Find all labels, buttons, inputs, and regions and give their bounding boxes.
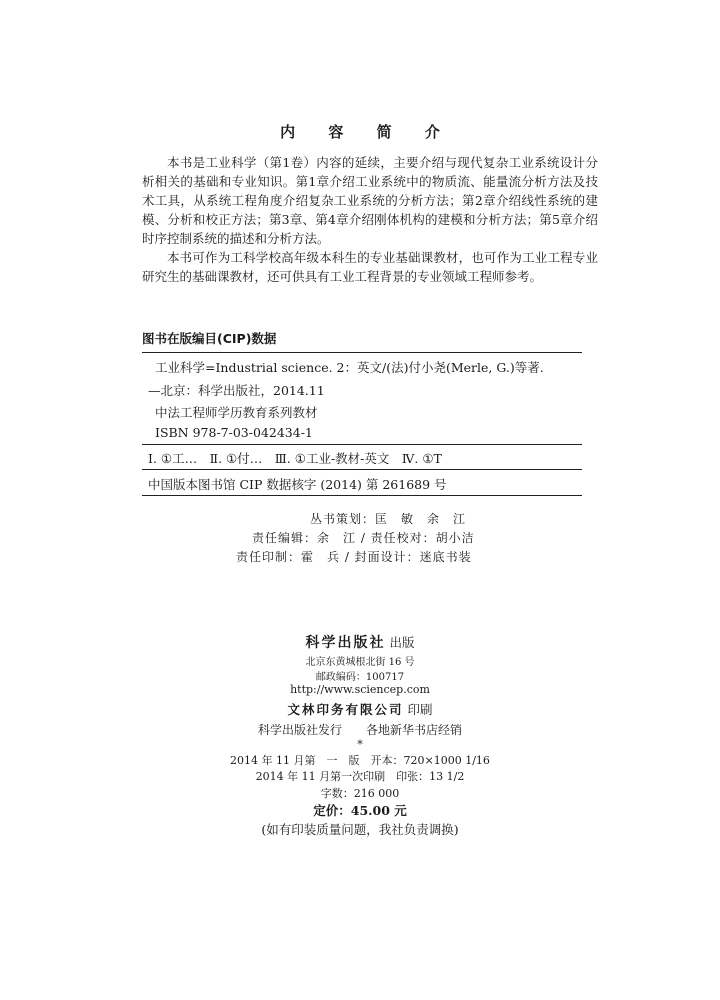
cip-heading: 图书在版编目(CIP)数据 <box>142 331 277 346</box>
cip-series-line: 中法工程师学历教育系列教材 <box>155 405 318 420</box>
credit-printing: 责任印制：霍 兵 / 封面设计：迷底书装 <box>236 550 472 564</box>
printer-name-suffix: 印刷 <box>407 702 433 717</box>
cip-title-line: 工业科学=Industrial science. 2：英文/(法)付小尧(Merle, G.)等著. <box>155 360 544 375</box>
page-title: 内 容 简 介 <box>280 123 454 141</box>
publisher-name-bold: 科学出版社 <box>305 635 386 651</box>
impression-line: 2014 年 11 月第一次印刷 印张：13 1/2 <box>255 770 465 783</box>
distribution-line: 科学出版社发行 各地新华书店经销 <box>257 723 462 737</box>
price: 定价：45.00 元 <box>313 803 407 818</box>
intro-paragraph-1: 本书是工业科学（第1卷）内容的延续，主要介绍与现代复杂工业系统设计分析相关的基础和专业知识。第1章介绍工业系统中的物质流、能量流分析方法及技术工具，从系统工程角度介绍复杂工业系统的分析方法；第2章介绍线性系统的建模、分析和校正方法；第3章、第4章介绍刚体机构的建模和分析方法；第5章介绍时序控制系统的描述和分析方法。 <box>142 155 598 246</box>
cip-rule-top <box>142 352 582 353</box>
cip-isbn-line: ISBN 978-7-03-042434-1 <box>155 425 313 440</box>
publisher-name <box>0 632 720 652</box>
intro-paragraph-2: 本书可作为工科学校高年级本科生的专业基础课教材，也可作为工业工程专业研究生的基础课教材，还可供具有工业工程背景的专业领域工程师参考。 <box>142 250 598 284</box>
cip-rule-2 <box>142 444 582 445</box>
printer-name-bold: 文林印务有限公司 <box>287 702 404 717</box>
cip-rule-bottom <box>142 495 582 496</box>
publisher-address: 北京东黄城根北街 16 号 <box>305 657 415 668</box>
publisher-url: http://www.sciencep.com <box>290 683 430 696</box>
quality-notice: (如有印装质量问题，我社负责调换) <box>261 822 459 837</box>
publisher-postcode: 邮政编码：100717 <box>315 672 405 683</box>
publisher-name-suffix: 出版 <box>389 635 415 650</box>
separator-star: * <box>357 738 363 751</box>
cip-publisher-line: —北京：科学出版社，2014.11 <box>148 383 325 398</box>
word-count: 字数：216 000 <box>320 787 400 800</box>
edition-line: 2014 年 11 月第 一 版 开本：720×1000 1/16 <box>230 754 490 767</box>
credit-editor: 责任编辑：余 江 / 责任校对：胡小洁 <box>252 531 475 545</box>
cip-record-number: 中国版本图书馆 CIP 数据核字 (2014) 第 261689 号 <box>148 477 447 492</box>
printer-name <box>0 700 720 718</box>
cip-rule-3 <box>142 469 582 470</box>
credit-planner: 丛书策划：匡 敏 余 江 <box>310 512 467 526</box>
cip-classification: Ⅰ. ①工… Ⅱ. ①付… Ⅲ. ①工业-教材-英文 Ⅳ. ①T <box>148 451 442 466</box>
